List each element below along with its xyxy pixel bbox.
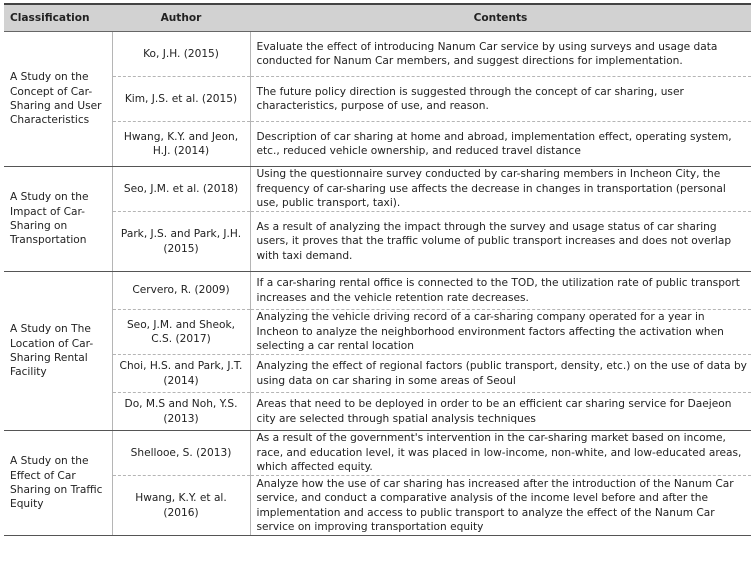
literature-review-table bbox=[4, 3, 751, 536]
author-cell: Hwang, K.Y. and Jeon, H.J. (2014) bbox=[112, 122, 250, 167]
author-cell: Seo, J.M. et al. (2018) bbox=[112, 167, 250, 212]
table-row bbox=[4, 310, 751, 355]
classification-cell: A Study on the Concept of Car-Sharing and User Characteristics bbox=[4, 32, 112, 167]
table-row bbox=[4, 32, 751, 77]
author-cell: Choi, H.S. and Park, J.T. (2014) bbox=[112, 355, 250, 393]
table-row bbox=[4, 77, 751, 122]
classification-cell: A Study on The Location of Car-Sharing Rental Facility bbox=[4, 272, 112, 431]
author-cell: Ko, J.H. (2015) bbox=[112, 32, 250, 77]
contents-cell: The future policy direction is suggested through the concept of car sharing, user characteristics, purpose of use, and reason. bbox=[250, 77, 751, 122]
table-row bbox=[4, 393, 751, 431]
classification-cell: A Study on the Effect of Car Sharing on Traffic Equity bbox=[4, 431, 112, 536]
header-row bbox=[4, 4, 751, 32]
contents-cell: Description of car sharing at home and abroad, implementation effect, operating system, etc., reduced vehicle ownership, and reduced travel distance bbox=[250, 122, 751, 167]
contents-cell: Analyze how the use of car sharing has increased after the introduction of the Nanum Car service, and conduct a comparative analysis of the income level before and after the implementation and access to public transport to analyze the effect of the Nanum Car service on improving transportation equity bbox=[250, 476, 751, 536]
author-cell: Cervero, R. (2009) bbox=[112, 272, 250, 310]
table-row bbox=[4, 122, 751, 167]
contents-cell: Analyzing the vehicle driving record of a car-sharing company operated for a year in Incheon to analyze the neighborhood environment factors affecting the activation when selecting a car rental location bbox=[250, 310, 751, 355]
author-cell: Kim, J.S. et al. (2015) bbox=[112, 77, 250, 122]
table-row bbox=[4, 476, 751, 536]
contents-cell: As a result of the government's intervention in the car-sharing market based on income, race, and education level, it was placed in low-income, non-white, and low-educated areas, which affected equity. bbox=[250, 431, 751, 476]
classification-cell: A Study on the Impact of Car-Sharing on Transportation bbox=[4, 167, 112, 272]
table-row bbox=[4, 272, 751, 310]
author-cell: Do, M.S and Noh, Y.S. (2013) bbox=[112, 393, 250, 431]
table-row bbox=[4, 167, 751, 212]
contents-cell: Evaluate the effect of introducing Nanum Car service by using surveys and usage data conducted for Nanum Car members, and suggest directions for implementation. bbox=[250, 32, 751, 77]
contents-cell: Areas that need to be deployed in order to be an efficient car sharing service for Daejeon city are selected through spatial analysis techniques bbox=[250, 393, 751, 431]
table-row bbox=[4, 355, 751, 393]
header-contents: Contents bbox=[250, 4, 751, 32]
contents-cell: If a car-sharing rental office is connected to the TOD, the utilization rate of public transport increases and the vehicle retention rate decreases. bbox=[250, 272, 751, 310]
table-row bbox=[4, 431, 751, 476]
author-cell: Hwang, K.Y. et al. (2016) bbox=[112, 476, 250, 536]
header-author: Author bbox=[112, 4, 250, 32]
contents-cell: As a result of analyzing the impact through the survey and usage status of car sharing users, it proves that the traffic volume of public transport increases and does not overlap with taxi demand. bbox=[250, 212, 751, 272]
header-classification: Classification bbox=[4, 4, 112, 32]
author-cell: Seo, J.M. and Sheok, C.S. (2017) bbox=[112, 310, 250, 355]
contents-cell: Analyzing the effect of regional factors (public transport, density, etc.) on the use of data by using data on car sharing in some areas of Seoul bbox=[250, 355, 751, 393]
author-cell: Park, J.S. and Park, J.H. (2015) bbox=[112, 212, 250, 272]
table-row bbox=[4, 212, 751, 272]
contents-cell: Using the questionnaire survey conducted by car-sharing members in Incheon City, the frequency of car-sharing use affects the decrease in changes in transportation (personal use, public transport, taxi). bbox=[250, 167, 751, 212]
author-cell: Shellooe, S. (2013) bbox=[112, 431, 250, 476]
